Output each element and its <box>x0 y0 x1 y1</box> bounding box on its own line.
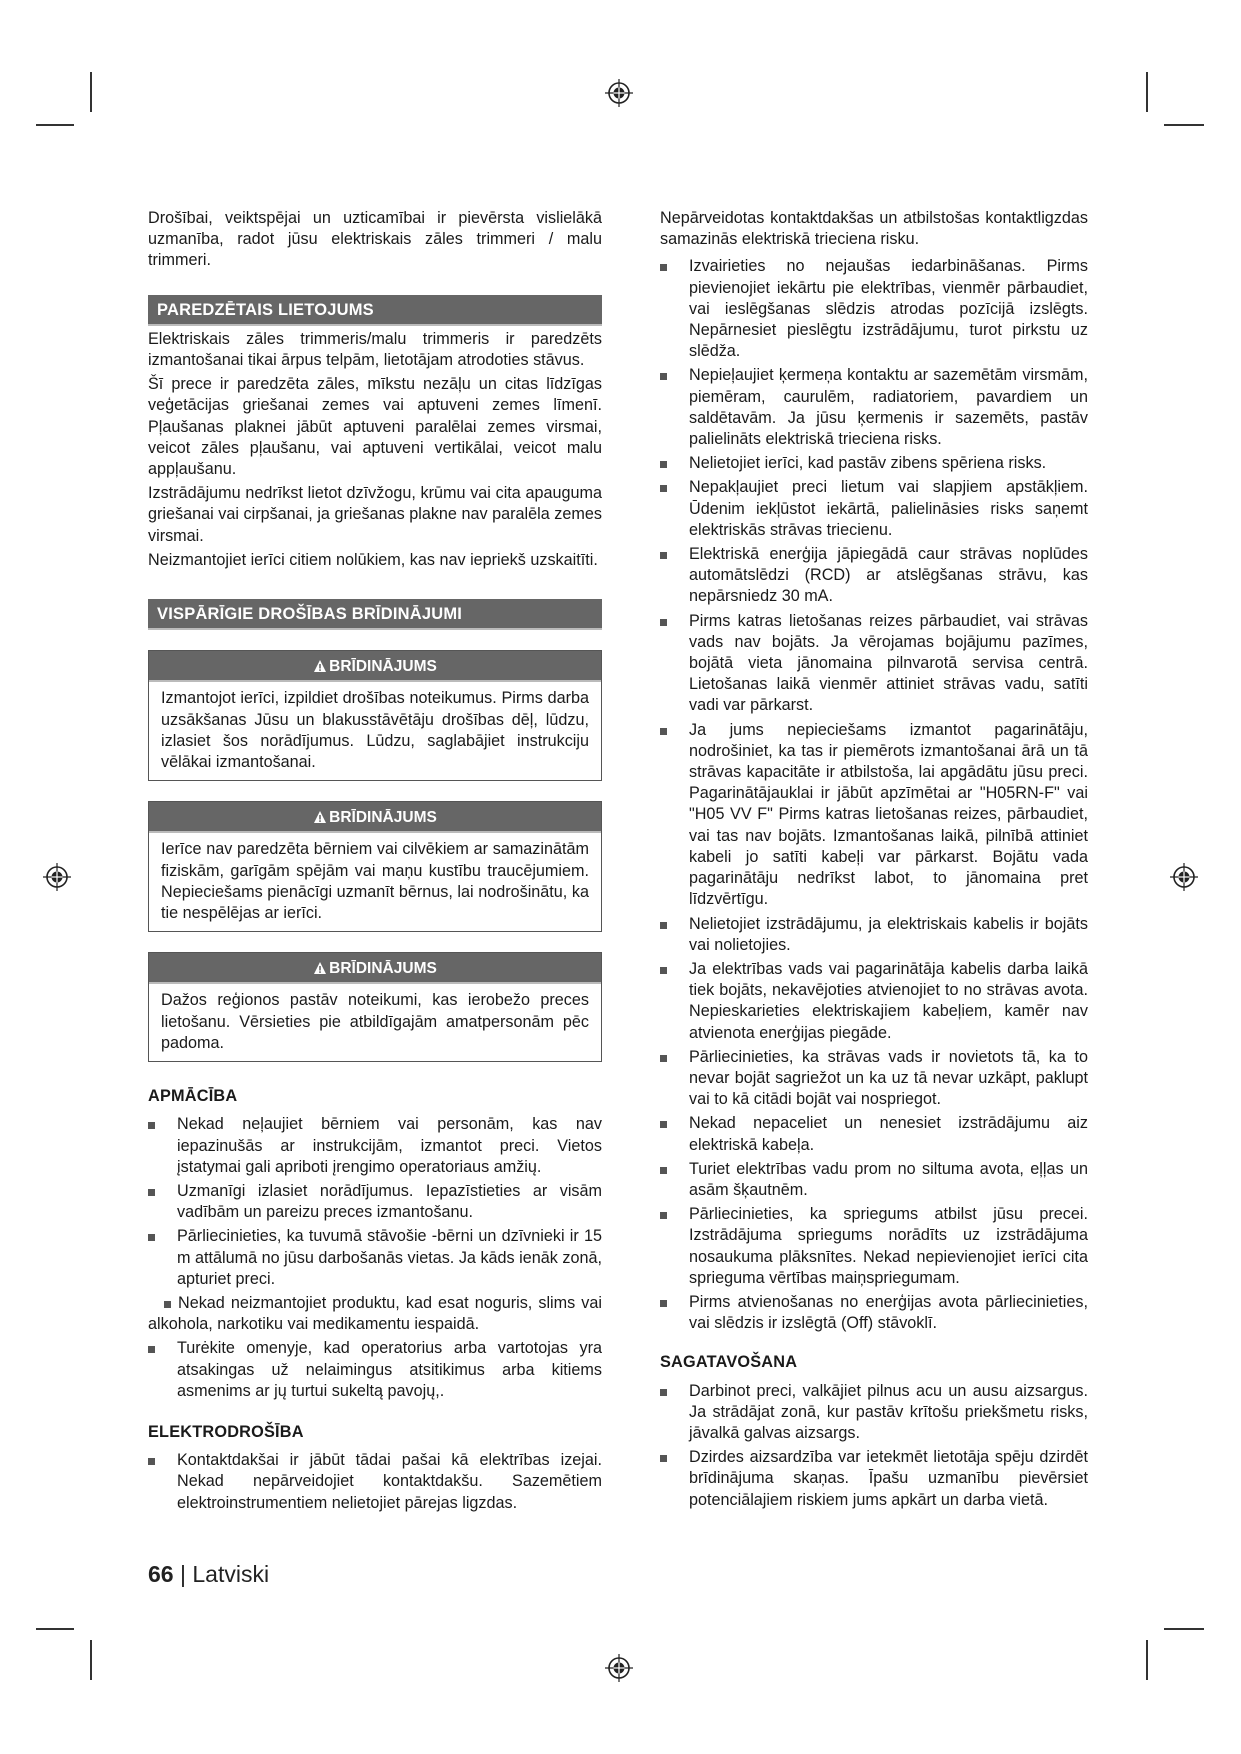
bullet-square-icon <box>660 264 667 271</box>
list-item <box>660 1381 1088 1445</box>
preparation-list <box>660 1381 1088 1511</box>
right-column <box>660 208 1088 1514</box>
bullet-square-icon <box>660 461 667 468</box>
list-item <box>660 1204 1088 1289</box>
training-list <box>148 1114 602 1402</box>
list-item-text: Nekad nepaceliet un nenesiet izstrādājumu aiz elektriskā kabeļa. <box>689 1114 1088 1154</box>
warning-title: BRĪDINĀJUMS <box>329 809 437 827</box>
bullet-square-icon <box>148 1122 155 1129</box>
list-item-text: Nepakļaujiet preci lietum vai slapjiem apstākļiem. Ūdenim iekļūstot iekārtā, palielināsies risks saņemt elektriskās strāvas triecienu. <box>689 478 1088 539</box>
list-item-text: Uzmanīgi izlasiet norādījumus. Iepazīstieties ar visām vadībām un pareizu preces izmantošanu. <box>177 1181 602 1222</box>
list-item <box>148 1226 602 1290</box>
bullet-square-icon <box>660 1121 667 1128</box>
continuation-paragraph: Nepārveidotas kontaktdakšas un atbilstošas kontaktligzdas samazinās elektriskā trieciena risku. <box>660 209 1088 249</box>
warning-header <box>149 953 601 984</box>
bullet-square-icon <box>660 1455 667 1462</box>
list-item-text: Pārliecinieties, ka strāvas vads ir novietots tā, ka to nevar bojāt sagriežot un ka uz tā nevar uzkāpt, paklupt vai to kā citādi bojāt vai nospriegot. <box>689 1047 1088 1109</box>
bullet-square-icon <box>164 1301 171 1308</box>
list-item <box>660 1159 1088 1201</box>
page-number: 66 <box>148 1561 174 1587</box>
list-item-text: Nelietojiet ierīci, kad pastāv zibens spēriena risks. <box>689 454 1047 473</box>
list-item-text: Izvairieties no nejaušas iedarbināšanas. Pirms pievienojiet iekārtu pie elektrības, vienmēr pārbaudiet, vai ieslēgšanas slēdzis atrodas pozīcijā izslēgts. Nepārnesiet pieslēgtu izstrādājumu, turot pirkstu uz slēdža. <box>689 257 1088 361</box>
warning-title: BRĪDINĀJUMS <box>329 658 437 676</box>
list-item <box>660 1447 1088 1511</box>
bullet-square-icon <box>660 619 667 626</box>
list-item <box>148 1293 602 1335</box>
bullet-square-icon <box>660 967 667 974</box>
footer-language: Latviski <box>192 1561 270 1587</box>
crop-mark <box>90 1640 92 1680</box>
list-item-text: Pārliecinieties, ka tuvumā stāvošie -bērni un dzīvnieki ir 15 m attālumā no jūsu darbošanās vietas. Ja kāds ienāk zonā, apturiet preci. <box>177 1227 602 1288</box>
crop-mark <box>1146 72 1148 112</box>
warning-triangle-icon <box>313 961 327 975</box>
electrical-list <box>148 1450 602 1514</box>
list-item <box>660 365 1088 450</box>
list-item <box>660 256 1088 362</box>
crop-mark <box>1146 1640 1148 1680</box>
warning-triangle-icon <box>313 659 327 673</box>
registration-mark-icon <box>604 78 634 108</box>
bullet-square-icon <box>660 728 667 735</box>
crop-mark <box>90 72 92 112</box>
warning-title: BRĪDINĀJUMS <box>329 960 437 978</box>
bullet-square-icon <box>660 485 667 492</box>
subheading-electrical-safety: ELEKTRODROŠĪBA <box>148 1422 304 1441</box>
list-item-text: Kontaktdakšai ir jābūt tādai pašai kā elektrības izejai. Nekad nepārveidojiet kontaktdakšu. Sazemētiem elektroinstrumentiem nelietojiet pārejas ligzdas. <box>177 1451 602 1512</box>
list-item <box>660 477 1088 541</box>
list-item-text: Ja jums nepieciešams izmantot pagarinātāju, nodrošiniet, ka tas ir piemērots izmantošanai ārā un tā strāvas kapacitāte ir atbilstoša, lai apgādātu jūsu preci. Pagarinātājauklai ir jābūt apzīmētai ar "H05RN-F" vai "H05 VV F" Pirms katras lietošanas reizes, pārbaudiet, vai tas nav bojāts. Izmantošanas laikā, pilnībā attiniet kabeli jo satīti kabeļi var pārkarst. Bojātu vada pagarinātāju nedrīkst labot, to jānomaina pret līdzvērtīgu. <box>689 720 1088 909</box>
paragraph: Elektriskais zāles trimmeris/malu trimmeris ir paredzēts izmantošanai tikai ārpus telpām, lietotājam atrodoties stāvus. <box>148 329 602 370</box>
list-item-text: Nekad neizmantojiet produktu, kad esat noguris, slims vai alkohola, narkotiku vai medikamentu iespaidā. <box>148 1293 602 1334</box>
registration-mark-icon <box>1169 862 1199 892</box>
left-column <box>148 208 602 1517</box>
section-heading-intended-use: PAREDZĒTAIS LIETOJUMS <box>148 295 602 326</box>
list-item-text: Ja elektrības vads vai pagarinātāja kabelis darba laikā tiek bojāts, nekavējoties atvienojiet to no strāvas avota. Nepieskarieties elektriskajiem kabeļiem, kamēr nav atvienota enerģijas piegāde. <box>689 959 1088 1042</box>
warning-text: Ierīce nav paredzēta bērniem vai cilvēkiem ar samazinātām fiziskām, garīgām spējām vai maņu kustību traucējumiem. Nepieciešams pienācīgi uzmanīt bērnus, lai nodrošinātu, ka tie nespēlējas ar ierīci. <box>161 840 589 923</box>
page-footer <box>148 1561 269 1588</box>
list-item-text: Dzirdes aizsardzība var ietekmēt lietotāja spēju dzirdēt brīdinājuma skaņas. Īpašu uzmanību pievērsiet potenciālajiem riskiem jums apkārt un darba vietā. <box>689 1448 1088 1509</box>
list-item <box>148 1450 602 1514</box>
list-item <box>660 544 1088 608</box>
list-item-text: Nelietojiet izstrādājumu, ja elektriskais kabelis ir bojāts vai nolietojies. <box>689 914 1088 954</box>
list-item <box>660 720 1088 911</box>
list-item-text: Pirms katras lietošanas reizes pārbaudiet, vai strāvas vads nav bojāts. Ja vērojamas bojājumu pazīmes, bojātā vieta jānomaina pilnvarotā servisa centrā. Lietošanas laikā vienmēr attiniet strāvas vadu, satīti vadi var pārkarst. <box>689 611 1088 715</box>
list-item <box>660 611 1088 717</box>
bullet-square-icon <box>148 1346 155 1353</box>
bullet-square-icon <box>660 1212 667 1219</box>
warning-box <box>148 650 602 781</box>
footer-separator: | <box>179 1561 186 1587</box>
bullet-square-icon <box>660 552 667 559</box>
bullet-square-icon <box>660 1389 667 1396</box>
list-item-text: Turiet elektrības vadu prom no siltuma avota, eļļas un asām šķautnēm. <box>689 1159 1088 1199</box>
intro-paragraph: Drošībai, veiktspējai un uzticamībai ir pievērsta vislielākā uzmanība, radot jūsu elektriskais zāles trimmeri / malu trimmeri. <box>148 209 602 270</box>
list-item <box>660 959 1088 1044</box>
paragraph: Izstrādājumu nedrīkst lietot dzīvžogu, krūmu vai cita apauguma griešanai vai cirpšanai, ja griešanas plakne nav paralēla zemes virsmai. <box>148 484 602 545</box>
warning-header <box>149 651 601 682</box>
crop-mark <box>36 1628 74 1630</box>
list-item-text: Pārliecinieties, ka spriegums atbilst jūsu precei. Izstrādājuma spriegums norādīts uz izstrādājuma nosaukuma plāksnītes. Nekad nepievienojiet ierīci cita sprieguma vērtības maiņspriegumam. <box>689 1205 1088 1287</box>
warning-text: Izmantojot ierīci, izpildiet drošības noteikumus. Pirms darba uzsākšanas Jūsu un blakusstāvētāju drošības dēļ, lūdzu, izlasiet šos norādījumus. Lūdzu, saglabājiet instrukciju vēlākai izmantošanai. <box>161 689 589 772</box>
warning-box <box>148 952 602 1062</box>
list-item <box>660 914 1088 956</box>
bullet-square-icon <box>148 1189 155 1196</box>
crop-mark <box>1164 1628 1204 1630</box>
bullet-square-icon <box>660 1167 667 1174</box>
paragraph: Neizmantojiet ierīci citiem nolūkiem, kas nav iepriekš uzskaitīti. <box>148 550 598 569</box>
bullet-square-icon <box>660 922 667 929</box>
list-item-text: Nekad neļaujiet bērniem vai personām, kas nav iepazinušās ar instrukcijām, izmantot preci. Vietos įstatymai gali apriboti įrengimo operatoriaus amžių. <box>177 1115 602 1176</box>
warning-box <box>148 801 602 932</box>
list-item-text: Darbinot preci, valkājiet pilnus acu un ausu aizsargus. Ja strādājat zonā, kur pastāv krītošu priekšmetu risks, jāvalkā galvas aizsargs. <box>689 1381 1088 1442</box>
list-item <box>660 1047 1088 1111</box>
list-item-text: Turėkite omenyje, kad operatorius arba vartotojas yra atsakingas už nelaimingus atsitikimus arba kitiems asmenims ar jų turtui sukeltą pavojų,. <box>177 1339 602 1400</box>
list-item <box>660 453 1088 474</box>
warning-triangle-icon <box>313 810 327 824</box>
crop-mark <box>1164 124 1204 126</box>
list-item <box>148 1338 602 1402</box>
registration-mark-icon <box>42 862 72 892</box>
paragraph: Šī prece ir paredzēta zāles, mīkstu nezāļu un citas līdzīgas veģetācijas griešanai zemes vai aptuveni zemes līmenī. Pļaušanas plaknei jābūt aptuveni paralēlai zemes virsmai, veicot zāles pļaušanu, vai aptuveni vertikālai, veicot malu appļaušanu. <box>148 375 602 479</box>
bullet-square-icon <box>660 1055 667 1062</box>
section-heading-general-safety: VISPĀRĪGIE DROŠĪBAS BRĪDINĀJUMI <box>148 599 602 630</box>
bullet-square-icon <box>148 1458 155 1465</box>
bullet-square-icon <box>660 373 667 380</box>
list-item <box>148 1114 602 1178</box>
subheading-training: APMĀCĪBA <box>148 1087 238 1106</box>
warning-header <box>149 802 601 833</box>
electrical-list-continued <box>660 256 1088 1334</box>
subheading-preparation: SAGATAVOŠANA <box>660 1353 798 1372</box>
crop-mark <box>36 124 74 126</box>
list-item-text: Pirms atvienošanas no enerģijas avota pārliecinieties, vai slēdzis ir izslēgtā (Off) stāvoklī. <box>689 1292 1088 1333</box>
registration-mark-icon <box>604 1653 634 1683</box>
list-item <box>660 1113 1088 1155</box>
warning-text: Dažos reģionos pastāv noteikumi, kas ierobežo preces lietošanu. Vērsieties pie atbildīgajām amatpersonām pēc padoma. <box>161 991 589 1052</box>
list-item <box>660 1292 1088 1334</box>
list-item-text: Elektriskā enerģija jāpiegādā caur strāvas noplūdes automātslēdzi (RCD) ar atslēgšanas strāvu, kas nepārsniedz 30 mA. <box>689 545 1088 606</box>
bullet-square-icon <box>148 1234 155 1241</box>
bullet-square-icon <box>660 1300 667 1307</box>
list-item-text: Nepieļaujiet ķermeņa kontaktu ar sazemētām virsmām, piemēram, caurulēm, radiatoriem, pavardiem un saldētavām. Ja jūsu ķermenis ir sazemēts, pastāv palielināts elektriskā trieciena risks. <box>689 366 1088 449</box>
list-item <box>148 1181 602 1223</box>
